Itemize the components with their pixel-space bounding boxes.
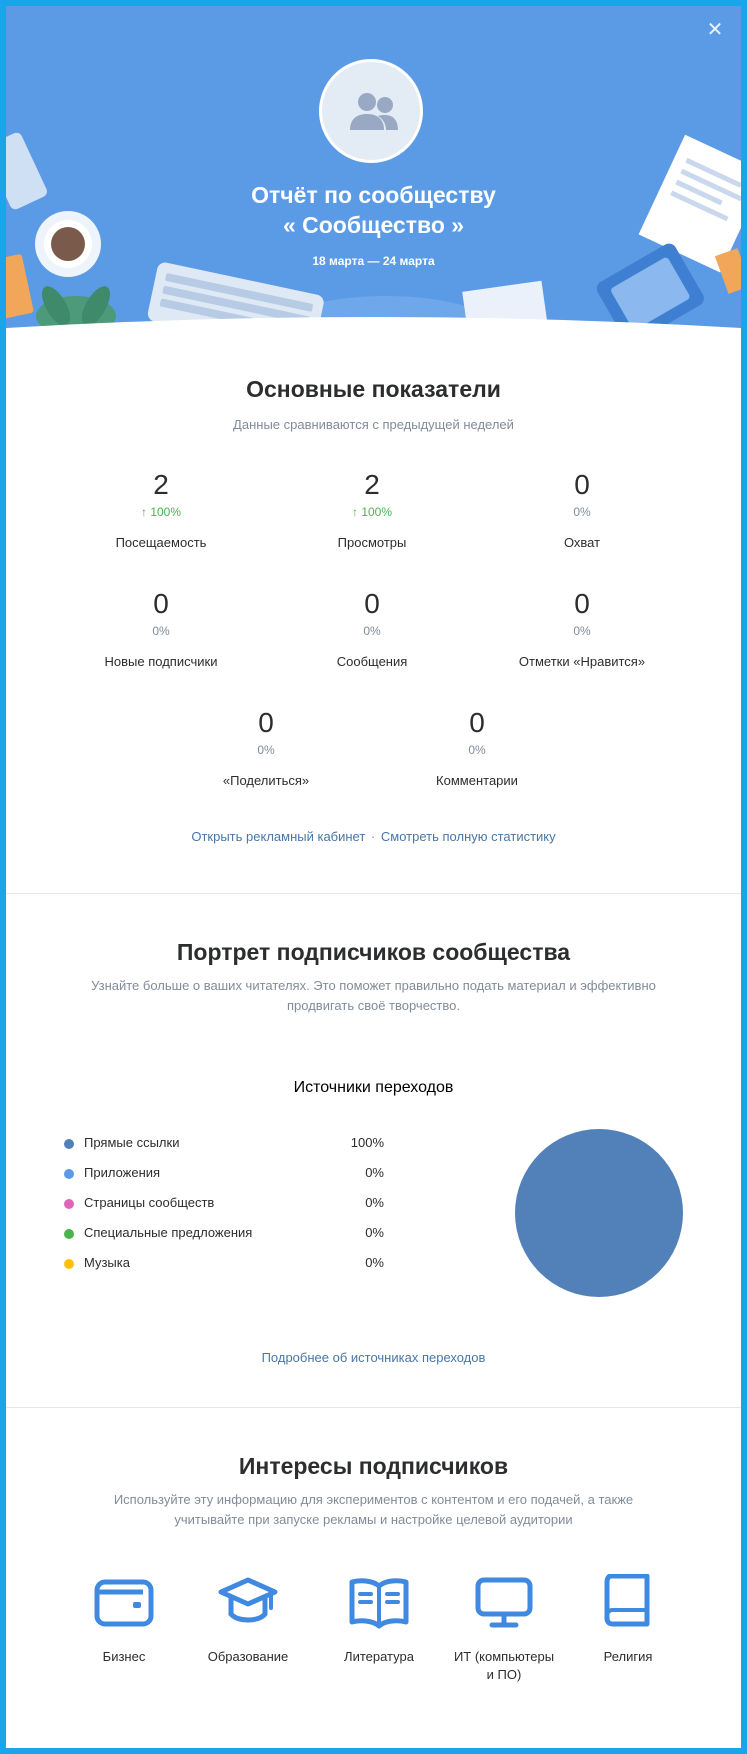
legend-dot-icon [64,1169,74,1179]
desk-illustration [6,6,741,336]
metric-shares [166,707,366,788]
report-header [6,6,741,336]
open-ads-cabinet-link[interactable]: Открыть рекламный кабинет [191,829,366,844]
metric-label: Сообщения [336,654,408,669]
legend-value: 0% [365,1255,384,1270]
legend-label: Страницы сообществ [84,1195,215,1210]
legend-value: 0% [365,1165,384,1180]
metric-reach [482,469,682,550]
monitor-icon [473,1574,535,1630]
metric-change: 0% [573,624,591,638]
section-divider [6,893,741,894]
pie-slice [515,1129,683,1297]
legend-dot-icon [64,1199,74,1209]
legend-dot-icon [64,1139,74,1149]
interest-label: Литература [344,1649,414,1664]
metric-label: Комментарии [436,773,518,788]
interest-label-line2: и ПО) [486,1667,522,1682]
interests-title: Интересы подписчиков [238,1453,509,1479]
wallet-icon [93,1574,155,1630]
full-statistics-link[interactable]: Смотреть полную статистику [380,829,556,844]
link-separator: · [370,829,376,844]
interest-label [439,1648,569,1684]
metric-views [272,469,472,550]
metric-comments [377,707,577,788]
metric-value: 0 [574,469,590,500]
metric-change: 0% [257,743,275,757]
metrics-links [6,829,741,844]
interest-label: Религия [603,1649,653,1664]
metric-label: Отметки «Нравится» [518,654,646,669]
metric-change: 0% [363,624,381,638]
portrait-heading [6,939,741,1016]
metric-value: 2 [153,469,169,500]
section-divider [6,1407,741,1408]
main-metrics-title: Основные показатели [246,376,501,402]
sources-more-link[interactable]: Подробнее об источниках переходов [261,1350,486,1365]
metric-visits [61,469,261,550]
interests-heading [6,1453,741,1530]
metric-change: 0% [573,505,591,519]
interest-label: Бизнес [102,1649,146,1664]
legend-row [64,1134,384,1154]
legend-value: 100% [350,1135,384,1150]
report-card [6,6,741,1748]
portrait-subtitle-line1: Узнайте больше о ваших читателях. Это поможет правильно подать материал и эффективно [91,978,656,993]
open-book-icon [348,1574,410,1630]
community-avatar [319,59,423,163]
report-title-line1: Отчёт по сообществу [251,182,496,208]
legend-row [64,1164,384,1184]
sources-more [6,1350,741,1365]
interest-it [439,1574,569,1684]
metric-change: ↑ 100% [351,505,393,519]
sources-pie-chart [513,1127,685,1299]
metric-value: 2 [364,469,380,500]
main-metrics-heading [6,376,741,435]
metric-change: 0% [152,624,170,638]
legend-row [64,1194,384,1214]
metric-label: «Поделиться» [222,773,310,788]
metric-label: Новые подписчики [104,654,218,669]
interest-business [59,1574,189,1666]
main-metrics-subtitle: Данные сравниваются с предыдущей неделей [233,417,514,432]
report-title-community: « Сообщество » [282,212,465,238]
legend-row [64,1254,384,1274]
metric-change: 0% [468,743,486,757]
close-icon[interactable]: ✕ [706,19,724,41]
report-dates: 18 марта — 24 марта [312,254,435,268]
metric-label: Охват [563,535,601,550]
metric-value: 0 [258,707,274,738]
legend-value: 0% [365,1195,384,1210]
metric-messages [272,588,472,669]
legend-label: Музыка [84,1255,130,1270]
book-icon [597,1574,659,1630]
metric-change: ↑ 100% [140,505,182,519]
interest-label: Образование [207,1649,289,1664]
report-title [6,180,741,240]
metric-value: 0 [574,588,590,619]
metric-new-subscribers [61,588,261,669]
metric-value: 0 [469,707,485,738]
metric-label: Посещаемость [115,535,207,550]
portrait-subtitle-line2: продвигать своё творчество. [287,998,460,1013]
legend-label: Специальные предложения [84,1225,253,1240]
legend-dot-icon [64,1229,74,1239]
legend-value: 0% [365,1225,384,1240]
legend-label: Прямые ссылки [84,1135,180,1150]
legend-dot-icon [64,1259,74,1269]
metric-likes [482,588,682,669]
metric-value: 0 [153,588,169,619]
metric-value: 0 [364,588,380,619]
legend-label: Приложения [84,1165,161,1180]
interest-literature [314,1574,444,1666]
interests-subtitle-line1: Используйте эту информацию для экспериментов с контентом и его подачей, а также [113,1492,634,1507]
interest-label-line1: ИТ (компьютеры [453,1649,555,1664]
metric-label: Просмотры [337,535,407,550]
users-icon [348,92,400,132]
sources-title: Источники переходов [293,1079,454,1096]
interests-subtitle-line2: учитывайте при запуске рекламы и настройке целевой аудитории [174,1512,573,1527]
legend-row [64,1224,384,1244]
graduation-cap-icon [217,1574,279,1630]
interest-religion [563,1574,693,1666]
interest-education [183,1574,313,1666]
portrait-title: Портрет подписчиков сообщества [176,939,571,965]
